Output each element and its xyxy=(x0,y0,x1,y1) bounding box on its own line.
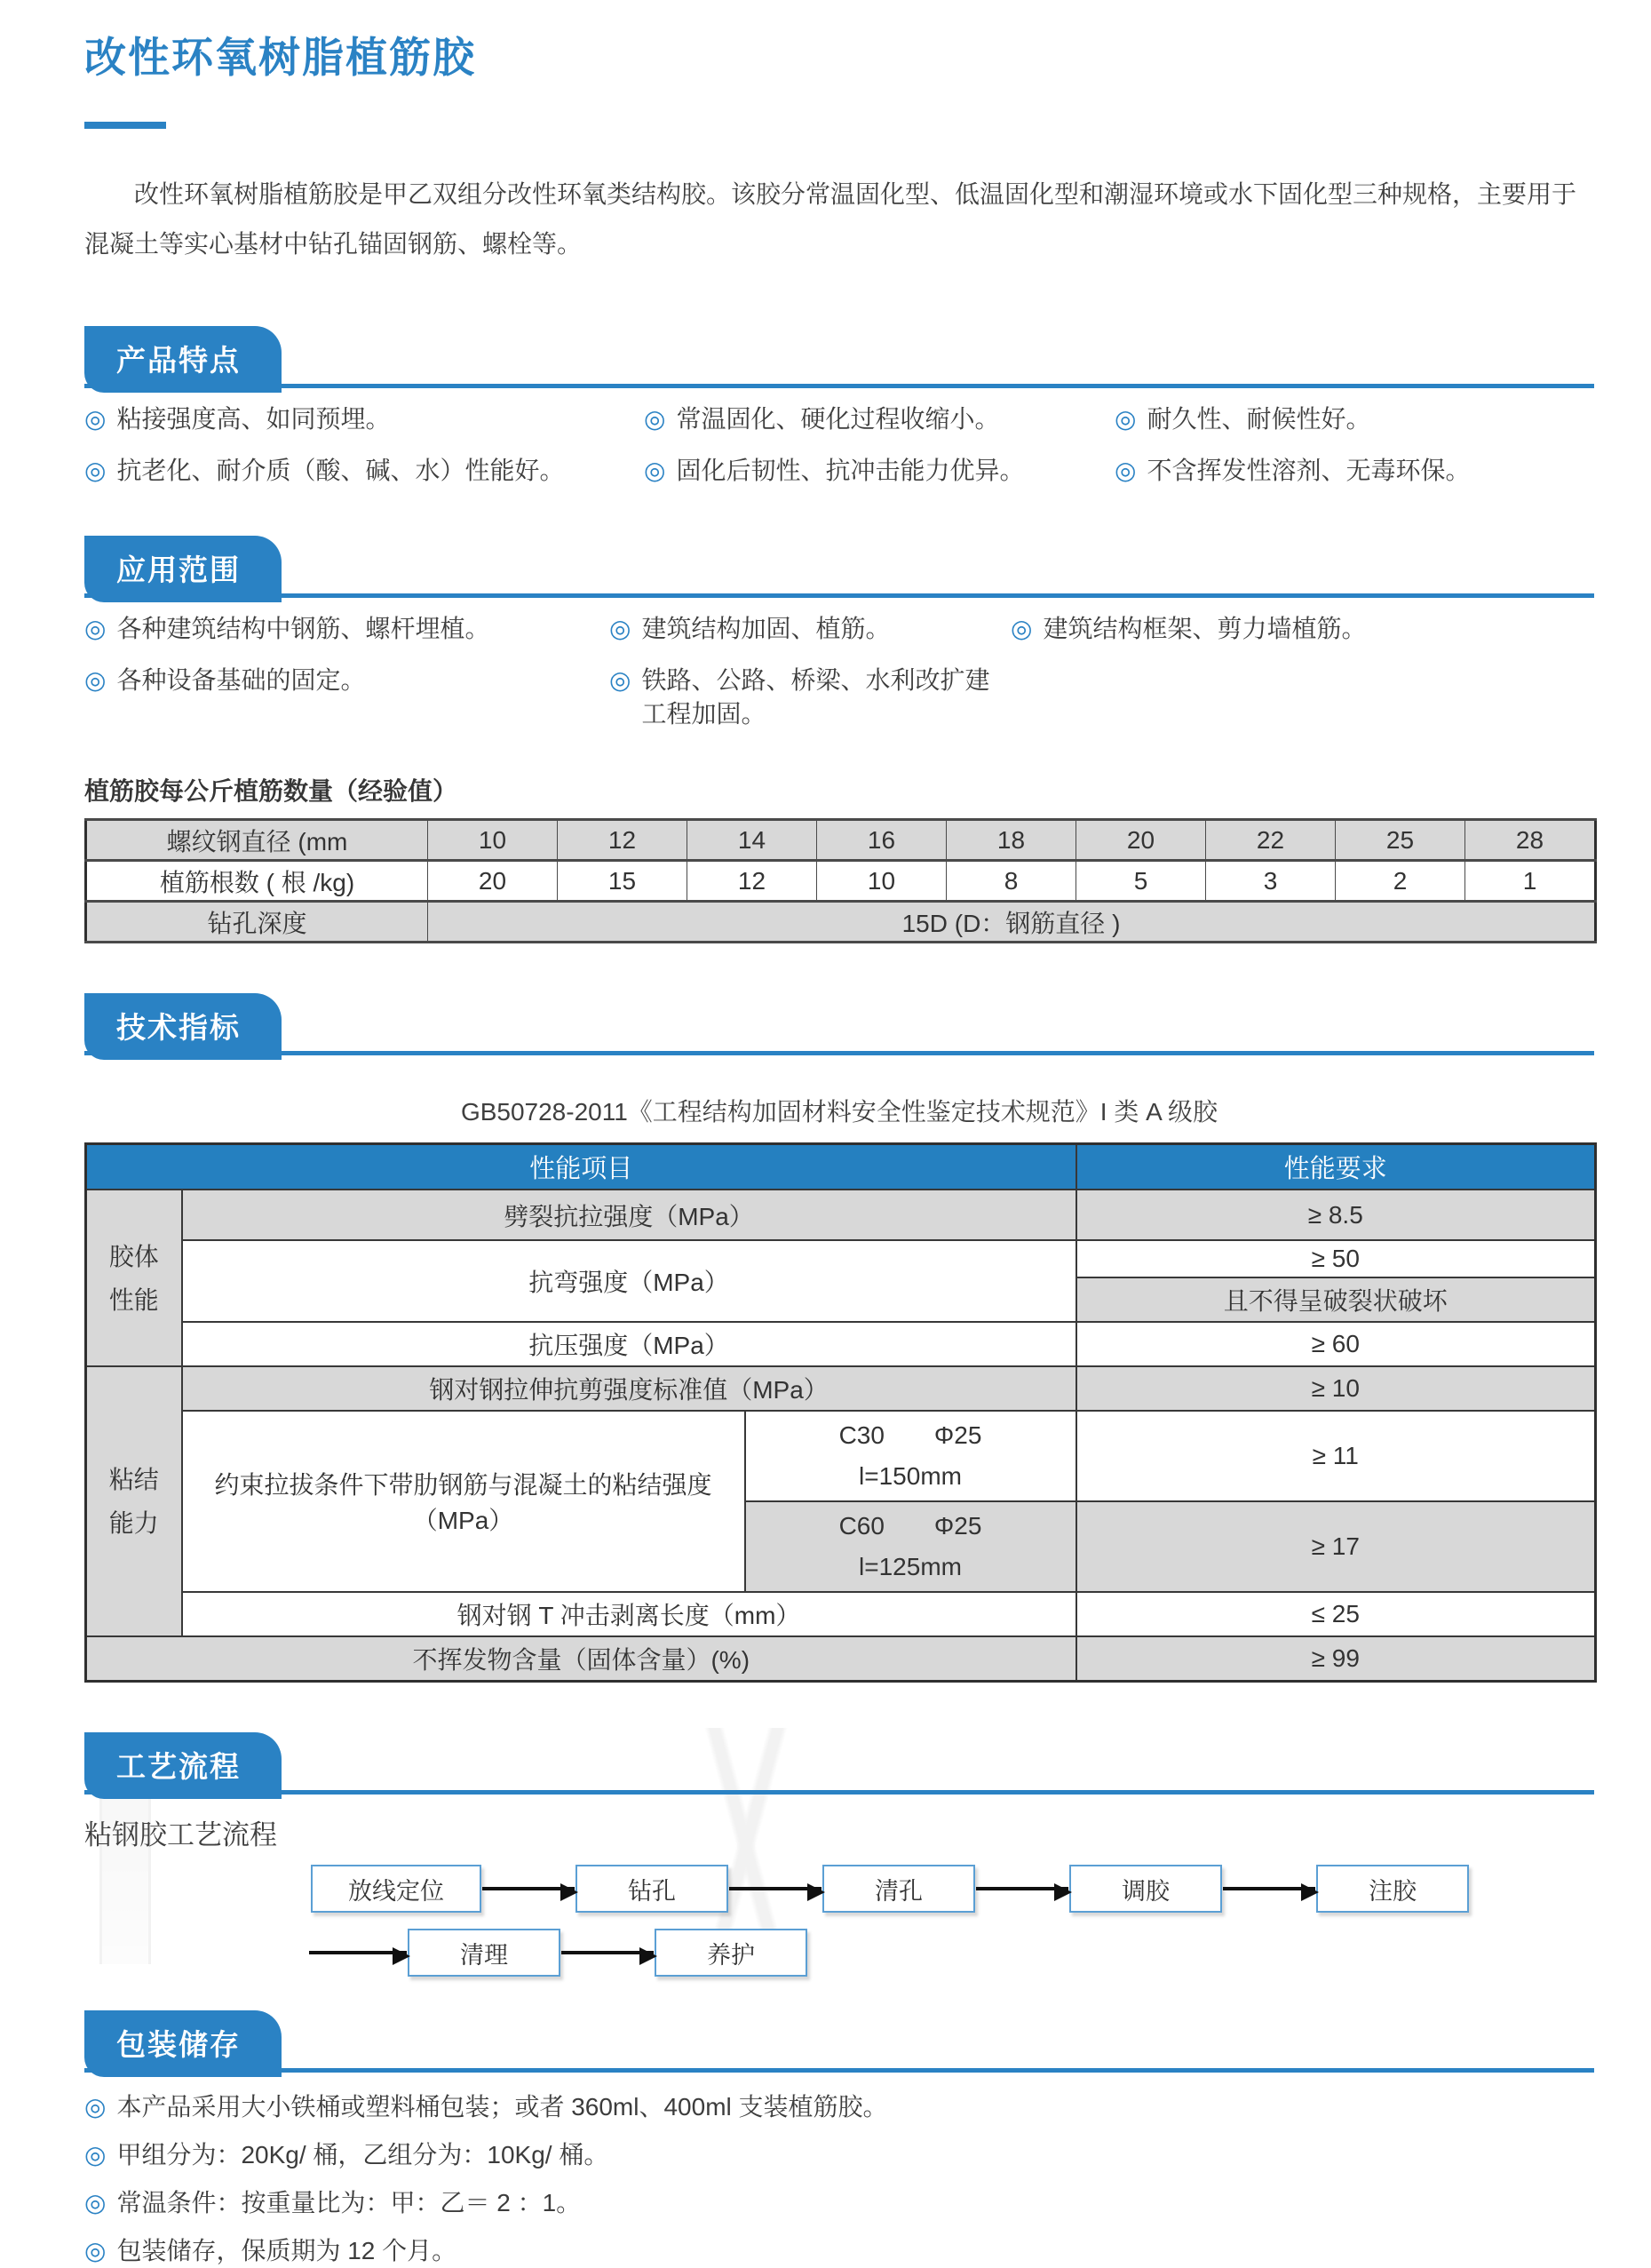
ring-bullet-icon: ◎ xyxy=(84,2093,107,2121)
feature-text: 耐久性、耐候性好。 xyxy=(1147,405,1371,433)
list-item xyxy=(1115,402,1594,436)
ring-bullet-icon: ◎ xyxy=(84,457,107,484)
requirement-note-cell: 且不得呈破裂状破坏 xyxy=(1076,1277,1596,1322)
property-cell: 抗弯强度（MPa） xyxy=(182,1240,1076,1322)
arrow-right-icon xyxy=(729,1887,822,1890)
list-item xyxy=(84,664,609,731)
feature-text: 抗老化、耐介质（酸、碱、水）性能好。 xyxy=(116,457,565,484)
flow-step: 放线定位 xyxy=(311,1865,481,1913)
process-flow-row-2 xyxy=(308,1929,1594,1977)
flow-step: 清理 xyxy=(408,1929,560,1977)
list-item xyxy=(644,454,1115,488)
application-text: 建筑结构加固、植筋。 xyxy=(641,615,891,642)
list-item xyxy=(84,2186,1594,2220)
tech-spec-table xyxy=(84,1142,1597,1683)
ring-bullet-icon: ◎ xyxy=(609,666,631,694)
condition-line: l=125mm xyxy=(859,1553,962,1580)
applications-list xyxy=(84,612,1594,731)
section-header-tech xyxy=(84,993,1594,1055)
requirement-cell: ≥ 99 xyxy=(1076,1636,1596,1682)
column-header: 性能要求 xyxy=(1076,1144,1596,1190)
arrow-right-icon xyxy=(309,1951,407,1954)
flow-step: 清孔 xyxy=(822,1865,975,1913)
property-cell: 钢对钢拉伸抗剪强度标准值（MPa） xyxy=(182,1366,1076,1411)
property-cell: 劈裂抗拉强度（MPa） xyxy=(182,1190,1076,1240)
section-header-features xyxy=(84,326,1594,388)
feature-text: 常温固化、硬化过程收缩小。 xyxy=(676,405,1000,433)
table-cell: 1 xyxy=(1465,861,1596,902)
condition-cell xyxy=(745,1411,1076,1501)
intro-paragraph: 改性环氧树脂植筋胶是甲乙双组分改性环氧类结构胶。该胶分常温固化型、低温固化型和潮湿环境或水下固化型三种规格，主要用于混凝土等实心基材中钻孔锚固钢筋、螺栓等。 xyxy=(84,180,1577,258)
row-header: 植筋根数 ( 根 /kg) xyxy=(86,861,428,902)
page-title: 改性环氧树脂植筋胶 xyxy=(84,34,476,81)
section-badge-tech: 技术指标 xyxy=(84,993,282,1060)
section-header-packaging xyxy=(84,2010,1594,2073)
section-badge-applications: 应用范围 xyxy=(84,536,282,602)
features-list xyxy=(84,402,1594,488)
packaging-text: 甲组分为：20Kg/ 桶，乙组分为：10Kg/ 桶。 xyxy=(116,2141,609,2169)
application-text: 各种设备基础的固定。 xyxy=(116,666,366,694)
ring-bullet-icon: ◎ xyxy=(644,405,666,433)
list-item xyxy=(84,2234,1594,2268)
list-item xyxy=(644,402,1115,436)
condition-line: C30 Φ25 xyxy=(838,1421,982,1449)
packaging-list xyxy=(84,2090,1594,2268)
table-cell: 25 xyxy=(1336,820,1465,861)
group-header-text: 粘结能力 xyxy=(108,1466,159,1537)
ring-bullet-icon: ◎ xyxy=(1115,457,1137,484)
property-cell: 抗压强度（MPa） xyxy=(182,1322,1076,1366)
arrow-right-icon xyxy=(482,1887,575,1890)
ring-bullet-icon: ◎ xyxy=(84,405,107,433)
table-cell: 20 xyxy=(1076,820,1206,861)
application-text: 铁路、公路、桥梁、水利改扩建工程加固。 xyxy=(641,666,990,728)
ring-bullet-icon: ◎ xyxy=(84,615,107,642)
ring-bullet-icon: ◎ xyxy=(1011,615,1033,642)
rebar-table-caption: 植筋胶每公斤植筋数量（经验值） xyxy=(84,777,458,805)
table-cell: 12 xyxy=(558,820,687,861)
table-cell: 12 xyxy=(687,861,817,902)
ring-bullet-icon: ◎ xyxy=(644,457,666,484)
ring-bullet-icon: ◎ xyxy=(609,615,631,642)
table-cell: 10 xyxy=(428,820,558,861)
feature-text: 不含挥发性溶剂、无毒环保。 xyxy=(1147,457,1471,484)
packaging-text: 包装储存，保质期为 12 个月。 xyxy=(116,2237,457,2264)
group-header xyxy=(86,1190,182,1366)
table-cell: 20 xyxy=(428,861,558,902)
table-cell: 5 xyxy=(1076,861,1206,902)
list-item xyxy=(84,454,644,488)
list-item xyxy=(609,612,1011,646)
process-flow-row-1 xyxy=(311,1865,1594,1913)
arrow-right-icon xyxy=(976,1887,1068,1890)
list-item xyxy=(84,612,609,646)
feature-text: 粘接强度高、如同预埋。 xyxy=(116,405,391,433)
group-header xyxy=(86,1366,182,1636)
section-header-process xyxy=(84,1732,1594,1795)
list-item xyxy=(609,664,1011,731)
title-underline-dash xyxy=(84,122,166,129)
condition-line: l=150mm xyxy=(859,1462,962,1490)
table-cell: 14 xyxy=(687,820,817,861)
table-cell: 8 xyxy=(947,861,1076,902)
rebar-count-table xyxy=(84,818,1597,943)
requirement-cell: ≥ 50 xyxy=(1076,1240,1596,1277)
condition-line: C60 Φ25 xyxy=(838,1512,982,1540)
section-badge-process: 工艺流程 xyxy=(84,1732,282,1799)
requirement-cell: ≥ 8.5 xyxy=(1076,1190,1596,1240)
flow-step: 注胶 xyxy=(1316,1865,1469,1913)
ring-bullet-icon: ◎ xyxy=(84,666,107,694)
packaging-text: 本产品采用大小铁桶或塑料桶包装；或者 360ml、400ml 支装植筋胶。 xyxy=(116,2093,888,2121)
process-subtitle: 粘钢胶工艺流程 xyxy=(84,1819,277,1850)
requirement-cell: ≥ 10 xyxy=(1076,1366,1596,1411)
table-cell: 10 xyxy=(817,861,947,902)
ring-bullet-icon: ◎ xyxy=(84,2189,107,2216)
list-item xyxy=(84,2090,1594,2124)
table-cell: 2 xyxy=(1336,861,1465,902)
section-header-applications xyxy=(84,536,1594,598)
list-item xyxy=(1115,454,1594,488)
column-header: 性能项目 xyxy=(86,1144,1076,1190)
list-item xyxy=(84,2138,1594,2172)
table-cell: 16 xyxy=(817,820,947,861)
application-text: 建筑结构框架、剪力墙植筋。 xyxy=(1043,615,1367,642)
arrow-right-icon xyxy=(1223,1887,1315,1890)
requirement-cell: ≥ 60 xyxy=(1076,1322,1596,1366)
flow-step: 养护 xyxy=(655,1929,807,1977)
table-cell: 15 xyxy=(558,861,687,902)
row-header: 钻孔深度 xyxy=(86,902,428,943)
list-item xyxy=(84,402,644,436)
arrow-right-icon xyxy=(561,1951,654,1954)
table-cell: 18 xyxy=(947,820,1076,861)
requirement-cell: ≤ 25 xyxy=(1076,1592,1596,1636)
list-item xyxy=(1011,612,1594,646)
table-cell: 22 xyxy=(1206,820,1336,861)
table-cell: 3 xyxy=(1206,861,1336,902)
ring-bullet-icon: ◎ xyxy=(84,2237,107,2264)
property-cell: 钢对钢 T 冲击剥离长度（mm） xyxy=(182,1592,1076,1636)
section-badge-packaging: 包装储存 xyxy=(84,2010,282,2077)
flow-step: 调胶 xyxy=(1069,1865,1222,1913)
table-cell: 15D (D：钢筋直径 ) xyxy=(428,902,1596,943)
group-header-text: 胶体性能 xyxy=(108,1242,159,1314)
property-cell: 约束拉拔条件下带肋钢筋与混凝土的粘结强度（MPa） xyxy=(182,1411,745,1592)
standard-note: GB50728-2011《工程结构加固材料安全性鉴定技术规范》I 类 A 级胶 xyxy=(460,1098,1218,1126)
row-header: 螺纹钢直径 (mm xyxy=(86,820,428,861)
section-badge-features: 产品特点 xyxy=(84,326,282,393)
flow-step: 钻孔 xyxy=(575,1865,728,1913)
condition-cell xyxy=(745,1501,1076,1592)
requirement-cell: ≥ 11 xyxy=(1076,1411,1596,1501)
property-cell: 不挥发物含量（固体含量）(%) xyxy=(86,1636,1076,1682)
table-cell: 28 xyxy=(1465,820,1596,861)
requirement-cell: ≥ 17 xyxy=(1076,1501,1596,1592)
feature-text: 固化后韧性、抗冲击能力优异。 xyxy=(676,457,1025,484)
ring-bullet-icon: ◎ xyxy=(84,2141,107,2169)
packaging-text: 常温条件：按重量比为：甲：乙＝ 2 ：1。 xyxy=(116,2189,582,2216)
ring-bullet-icon: ◎ xyxy=(1115,405,1137,433)
application-text: 各种建筑结构中钢筋、螺杆埋植。 xyxy=(116,615,490,642)
